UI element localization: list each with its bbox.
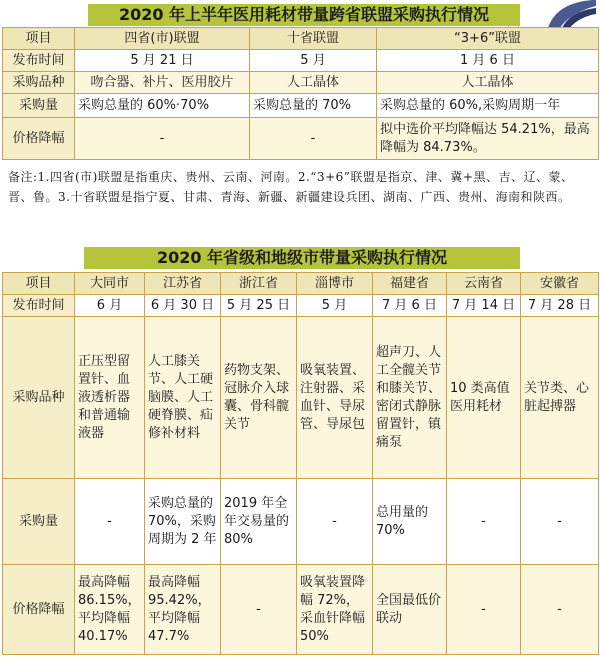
table-header-row xyxy=(3,273,599,295)
table-cell: 5 月 25 日 xyxy=(221,295,297,317)
table-cell: 吻合器、补片、医用胶片 xyxy=(75,72,250,94)
table1-title: 2020 年上半年医用耗材带量跨省联盟采购执行情况 xyxy=(88,4,520,26)
header-cell: 福建省 xyxy=(373,273,447,295)
table-cell: - xyxy=(75,479,145,565)
row-label: 发布时间 xyxy=(3,295,75,317)
table-cell: - xyxy=(521,479,599,565)
row-label: 采购品种 xyxy=(3,317,75,479)
table-cell: 超声刀、人工全髋关节和膝关节、密闭式静脉留置针，镇痛泵 xyxy=(373,317,447,479)
header-cell: 安徽省 xyxy=(521,273,599,295)
table-cell: 吸氧装置降幅 72%，采血针降幅 50% xyxy=(297,565,373,655)
table-row xyxy=(3,118,599,160)
table-cell: 6 月 30 日 xyxy=(145,295,221,317)
table-row xyxy=(3,565,599,655)
header-cell: 大同市 xyxy=(75,273,145,295)
table-cell: 5 月 xyxy=(250,50,377,72)
table-header-row xyxy=(3,28,599,50)
table-cell: 最高降幅 86.15%，平均降幅 40.17% xyxy=(75,565,145,655)
table-cell: 采购总量的 60%·70% xyxy=(75,94,250,118)
header-cell: 淄博市 xyxy=(297,273,373,295)
table1 xyxy=(2,27,599,160)
table-cell: 关节类、心脏起搏器 xyxy=(521,317,599,479)
header-cell: 云南省 xyxy=(447,273,521,295)
table-cell: - xyxy=(447,565,521,655)
header-cell: 四省(市)联盟 xyxy=(75,28,250,50)
table-cell: 采购总量的 60%,采购周期一年 xyxy=(377,94,599,118)
header-cell: 浙江省 xyxy=(221,273,297,295)
table-cell: 5 月 xyxy=(297,295,373,317)
table-cell: 2019 年全年交易量的 80% xyxy=(221,479,297,565)
table-cell: 正压型留置针、血液透析器和普通输液器 xyxy=(75,317,145,479)
table-row xyxy=(3,479,599,565)
header-cell: 项目 xyxy=(3,28,75,50)
table-cell: - xyxy=(250,118,377,160)
table-cell: 7 月 6 日 xyxy=(373,295,447,317)
syringe-illustration xyxy=(540,0,596,28)
notes-text: 备注:1.四省(市)联盟是指重庆、贵州、云南、河南。2.“3+6”联盟是指京、津、冀+黑、吉、辽、蒙、晋、鲁。3.十省联盟是指宁夏、甘肃、青海、新疆、新疆建设兵团、湖南、广西、贵州、海南和陕西。 xyxy=(8,170,574,204)
table-row xyxy=(3,72,599,94)
header-cell: 江苏省 xyxy=(145,273,221,295)
table-cell: 药物支架、冠脉介入球囊、骨科髋关节 xyxy=(221,317,297,479)
table-cell: - xyxy=(297,479,373,565)
row-label: 价格降幅 xyxy=(3,118,75,160)
row-label: 采购品种 xyxy=(3,72,75,94)
table-cell: - xyxy=(75,118,250,160)
table-cell: 总用量的 70% xyxy=(373,479,447,565)
table-cell: - xyxy=(221,565,297,655)
table-row xyxy=(3,94,599,118)
table-cell: 吸氧装置、注射器、采血针、导尿管、导尿包 xyxy=(297,317,373,479)
table2 xyxy=(2,272,599,655)
table-cell: 最高降幅 95.42%，平均降幅 47.7% xyxy=(145,565,221,655)
table-cell: 采购总量的 70%，采购周期为 2 年 xyxy=(145,479,221,565)
table-cell: - xyxy=(521,565,599,655)
table-cell: 采购总量的 70% xyxy=(250,94,377,118)
table-cell: 1 月 6 日 xyxy=(377,50,599,72)
table-row xyxy=(3,295,599,317)
header-cell: 项目 xyxy=(3,273,75,295)
table-cell: 人工晶体 xyxy=(250,72,377,94)
table-cell: 6 月 xyxy=(75,295,145,317)
table2-title: 2020 年省级和地级市带量采购执行情况 xyxy=(84,247,520,269)
header-cell: “3+6”联盟 xyxy=(377,28,599,50)
table-cell: 拟中选价平均降幅达 54.21%，最高降幅为 84.73%。 xyxy=(377,118,599,160)
row-label: 发布时间 xyxy=(3,50,75,72)
table-cell: 人工膝关节、人工硬脑膜、人工硬脊膜、疝修补材料 xyxy=(145,317,221,479)
header-cell: 十省联盟 xyxy=(250,28,377,50)
table-row xyxy=(3,317,599,479)
table-cell: 人工晶体 xyxy=(377,72,599,94)
table-cell: 7 月 28 日 xyxy=(521,295,599,317)
row-label: 采购量 xyxy=(3,94,75,118)
table-cell: 5 月 21 日 xyxy=(75,50,250,72)
table-cell: 7 月 14 日 xyxy=(447,295,521,317)
row-label: 采购量 xyxy=(3,479,75,565)
table-cell: 全国最低价联动 xyxy=(373,565,447,655)
row-label: 价格降幅 xyxy=(3,565,75,655)
table-row xyxy=(3,50,599,72)
table-cell: - xyxy=(447,479,521,565)
table-cell: 10 类高值医用耗材 xyxy=(447,317,521,479)
